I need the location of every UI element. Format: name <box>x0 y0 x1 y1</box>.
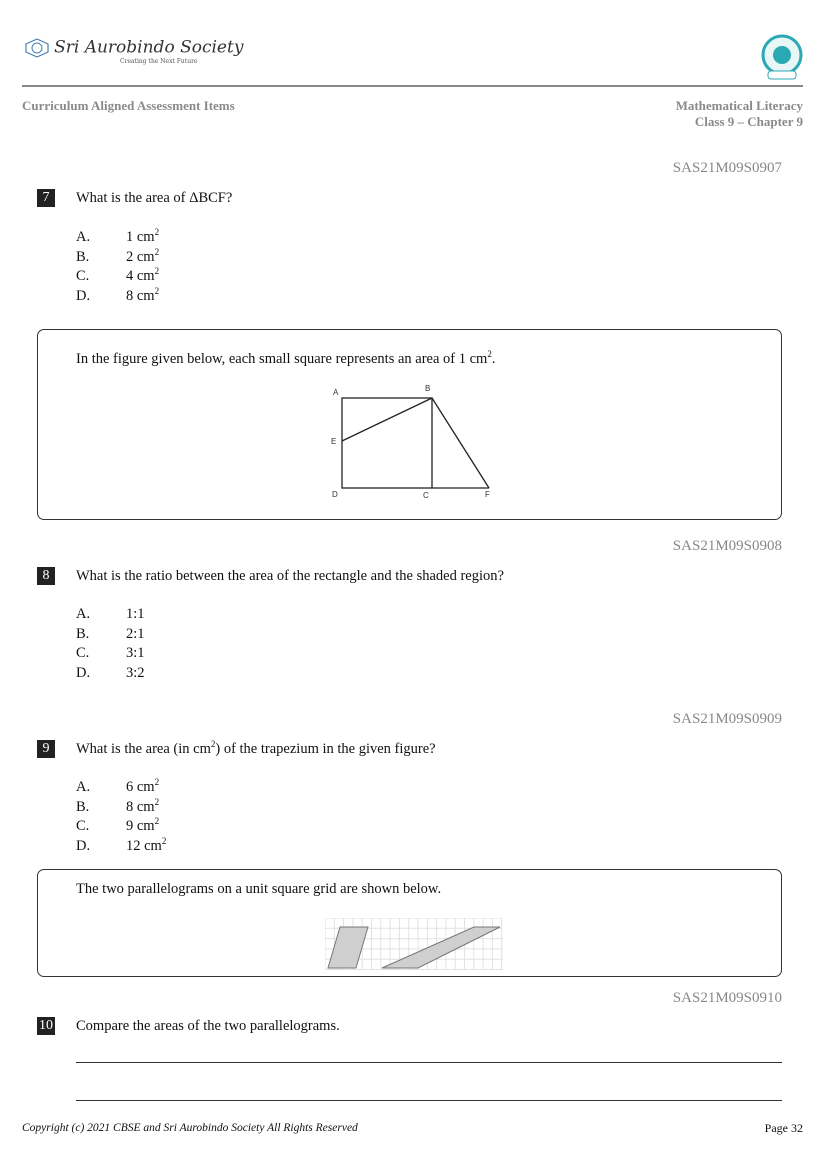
option-superscript: 2 <box>154 285 160 296</box>
option-superscript: 2 <box>154 796 160 807</box>
logo-text: Sri Aurobindo Society <box>54 37 244 58</box>
point-label-c: C <box>423 491 429 500</box>
option-value: 2:1 <box>126 625 145 642</box>
answer-option[interactable] <box>76 285 160 304</box>
subject-title: Mathematical Literacy <box>675 98 803 113</box>
option-letter: D. <box>76 287 91 304</box>
option-letter: B. <box>76 248 90 265</box>
option-superscript: 2 <box>154 246 160 257</box>
option-letter: B. <box>76 798 90 815</box>
cbse-seal-icon <box>760 33 804 81</box>
option-superscript: 2 <box>161 835 167 846</box>
question-code: SAS21M09S0909 <box>672 711 782 727</box>
question-number: 10 <box>39 1018 53 1033</box>
question-number: 9 <box>37 740 55 758</box>
option-superscript: 2 <box>154 816 160 827</box>
question-text: What is the area (in $cm^2$) of the trapezium in the given figure? <box>76 739 436 757</box>
option-superscript: 2 <box>154 266 160 277</box>
context-text: The two parallelograms on a unit square grid are shown below. <box>76 881 442 897</box>
question-number: 8 <box>37 567 55 585</box>
point-label-b: B <box>425 384 431 393</box>
point-label-e: E <box>331 437 337 446</box>
logo-emblem-icon <box>25 38 49 58</box>
answer-option[interactable] <box>76 779 159 795</box>
answer-option[interactable] <box>76 246 160 265</box>
question-number: 7 <box>37 189 55 207</box>
answer-option[interactable] <box>76 796 160 815</box>
option-superscript: 2 <box>154 227 160 238</box>
option-value: 1:1 <box>126 606 145 622</box>
option-value: 8 cm <box>126 798 155 815</box>
question-code: SAS21M09S0908 <box>672 538 782 554</box>
answer-line[interactable] <box>76 1062 782 1063</box>
option-value: 9 cm <box>126 818 155 835</box>
logo-tagline: Creating the Next Future <box>120 58 198 65</box>
question-text: What is the area of ΔBCF? <box>76 190 233 206</box>
option-value: 12 cm <box>126 837 162 854</box>
option-value: 1 cm <box>126 229 155 245</box>
option-letter: B. <box>76 625 90 642</box>
page-number: Page 32 <box>764 1121 803 1135</box>
option-value: 8 cm <box>126 287 155 304</box>
answer-option[interactable] <box>76 645 145 661</box>
point-label-d: D <box>332 490 338 499</box>
option-letter: A. <box>76 229 91 245</box>
figure-parallelograms-grid <box>325 918 503 970</box>
point-label-f: F <box>485 490 490 499</box>
option-letter: C. <box>76 818 90 835</box>
class-chapter: Class 9 – Chapter 9 <box>694 114 803 129</box>
option-letter: C. <box>76 268 90 285</box>
point-label-a: A <box>333 388 339 397</box>
option-value: 3:2 <box>126 664 145 681</box>
question-code: SAS21M09S0910 <box>672 990 782 1006</box>
document-series-title: Curriculum Aligned Assessment Items <box>22 98 235 113</box>
answer-option[interactable] <box>76 268 159 284</box>
header-divider <box>22 85 803 87</box>
option-letter: D. <box>76 837 91 854</box>
option-letter: D. <box>76 664 91 681</box>
context-text: In the figure given below, each small square represents an area of 1 $cm^2$. <box>76 349 496 367</box>
question-text: What is the ratio between the area of the rectangle and the shaded region? <box>76 568 504 584</box>
answer-line[interactable] <box>76 1100 782 1101</box>
logo-row <box>25 36 243 58</box>
answer-option[interactable] <box>76 835 167 854</box>
sri-aurobindo-society-logo <box>25 36 243 65</box>
answer-option[interactable] <box>76 606 145 622</box>
option-value: 4 cm <box>126 268 155 285</box>
answer-option[interactable] <box>76 665 145 681</box>
option-value: 2 cm <box>126 248 155 265</box>
question-code: SAS21M09S0907 <box>672 160 782 176</box>
option-superscript: 2 <box>154 777 160 788</box>
option-value: 3:1 <box>126 645 145 662</box>
copyright-footer: Copyright (c) 2021 CBSE and Sri Aurobindo Society All Rights Reserved <box>22 1122 358 1134</box>
question-text: Compare the areas of the two parallelograms. <box>76 1018 340 1034</box>
option-letter: A. <box>76 779 91 795</box>
option-letter: A. <box>76 606 91 622</box>
subject-info <box>676 98 803 130</box>
option-value: 6 cm <box>126 779 155 795</box>
answer-option[interactable] <box>76 626 145 642</box>
answer-option[interactable] <box>76 818 159 834</box>
option-letter: C. <box>76 645 90 662</box>
figure-rectangle-triangle <box>325 380 500 502</box>
answer-option[interactable] <box>76 229 159 245</box>
